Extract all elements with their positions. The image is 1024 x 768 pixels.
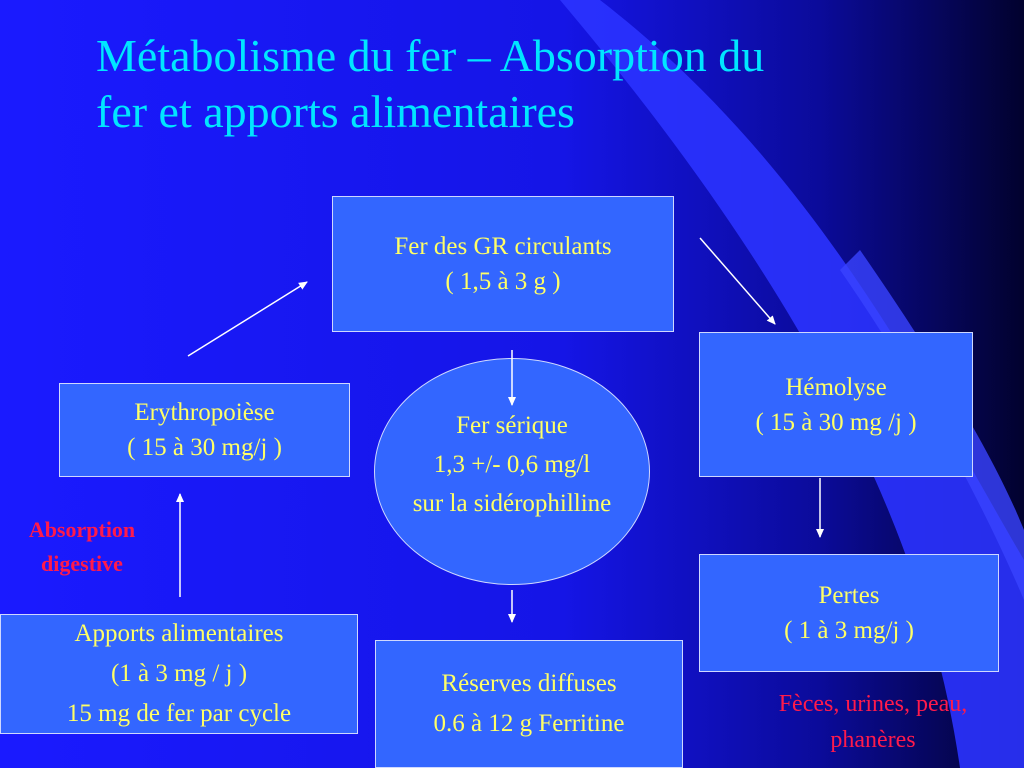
label-pertes-detail-line1: Fèces, urines, peau, — [778, 691, 968, 717]
label-absorption-line1: Absorption — [28, 517, 136, 542]
node-fer-serique-line3: sur la sidérophilline — [412, 490, 612, 517]
node-fer-serique-line2: 1,3 +/- 0,6 mg/l — [433, 451, 591, 478]
node-fer-serique-line1: Fer sérique — [456, 412, 568, 439]
node-hemolyse-line2: ( 15 à 30 mg /j ) — [755, 408, 917, 436]
node-pertes-line1: Pertes — [818, 582, 880, 609]
node-fer-gr-line2: ( 1,5 à 3 g ) — [445, 268, 561, 295]
node-erythropoiese-line2: ( 15 à 30 mg/j ) — [127, 434, 282, 461]
arrow-fer-gr-to-hemolyse — [700, 238, 775, 324]
slide-title-line2: fer et apports alimentaires — [96, 86, 575, 137]
node-apports-line3: 15 mg de fer par cycle — [66, 700, 292, 727]
slide-title-line1: Métabolisme du fer – Absorption du — [96, 30, 765, 81]
node-fer-gr-line1: Fer des GR circulants — [394, 233, 612, 260]
arrow-erythropoiese-to-fer-gr — [188, 282, 307, 356]
node-erythropoiese-line1: Erythropoièse — [134, 399, 275, 426]
label-absorption-line2: digestive — [41, 551, 123, 576]
node-reserves-line1: Réserves diffuses — [441, 670, 617, 697]
node-pertes-line2: ( 1 à 3 mg/j ) — [784, 617, 914, 644]
node-hemolyse-line1: Hémolyse — [785, 373, 887, 401]
node-apports-line1: Apports alimentaires — [74, 620, 284, 647]
node-apports-line2: (1 à 3 mg / j ) — [110, 660, 248, 687]
label-pertes-detail-line2: phanères — [830, 727, 916, 753]
node-reserves-line2: 0.6 à 12 g Ferritine — [433, 710, 625, 737]
